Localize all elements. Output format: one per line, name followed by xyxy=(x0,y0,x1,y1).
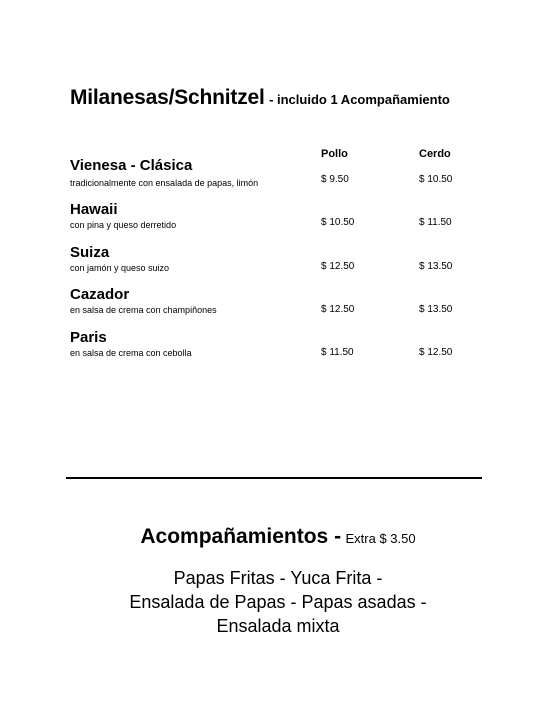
sides-line-2: Ensalada de Papas - Papas asadas - xyxy=(129,592,427,612)
sides-title xyxy=(0,525,556,549)
item-name-paris: Paris xyxy=(70,329,107,346)
sides-title-main: Acompañamientos - xyxy=(140,525,342,548)
price-cerdo-suiza: $ 13.50 xyxy=(419,261,453,272)
price-pollo-vienesa: $ 9.50 xyxy=(321,174,349,185)
price-pollo-suiza: $ 12.50 xyxy=(321,261,355,272)
item-desc-hawaii: con pina y queso derretido xyxy=(70,220,177,230)
price-pollo-paris: $ 11.50 xyxy=(321,347,354,358)
price-pollo-cazador: $ 12.50 xyxy=(321,304,355,315)
sides-extra-price: Extra $ 3.50 xyxy=(345,531,416,546)
item-name-vienesa: Vienesa - Clásica xyxy=(70,157,193,174)
menu-title xyxy=(70,86,450,110)
column-header-pollo: Pollo xyxy=(321,148,348,160)
menu-title-main: Milanesas/Schnitzel xyxy=(70,86,265,109)
sides-line-3: Ensalada mixta xyxy=(216,616,340,636)
section-divider xyxy=(66,477,482,479)
item-desc-cazador: en salsa de crema con champiñones xyxy=(70,305,217,315)
price-cerdo-hawaii: $ 11.50 xyxy=(419,217,452,228)
price-cerdo-vienesa: $ 10.50 xyxy=(419,174,453,185)
item-name-cazador: Cazador xyxy=(70,286,130,303)
sides-line-1: Papas Fritas - Yuca Frita - xyxy=(173,568,383,588)
menu-title-subtitle: - incluido 1 Acompañamiento xyxy=(269,92,450,107)
item-name-suiza: Suiza xyxy=(70,244,110,261)
item-desc-suiza: con jamón y queso suizo xyxy=(70,263,170,273)
item-name-hawaii: Hawaii xyxy=(70,201,118,218)
item-desc-vienesa: tradicionalmente con ensalada de papas, limón xyxy=(70,178,259,188)
price-pollo-hawaii: $ 10.50 xyxy=(321,217,355,228)
price-cerdo-cazador: $ 13.50 xyxy=(419,304,453,315)
item-desc-paris: en salsa de crema con cebolla xyxy=(70,348,192,358)
column-header-cerdo: Cerdo xyxy=(419,148,451,160)
price-cerdo-paris: $ 12.50 xyxy=(419,347,453,358)
